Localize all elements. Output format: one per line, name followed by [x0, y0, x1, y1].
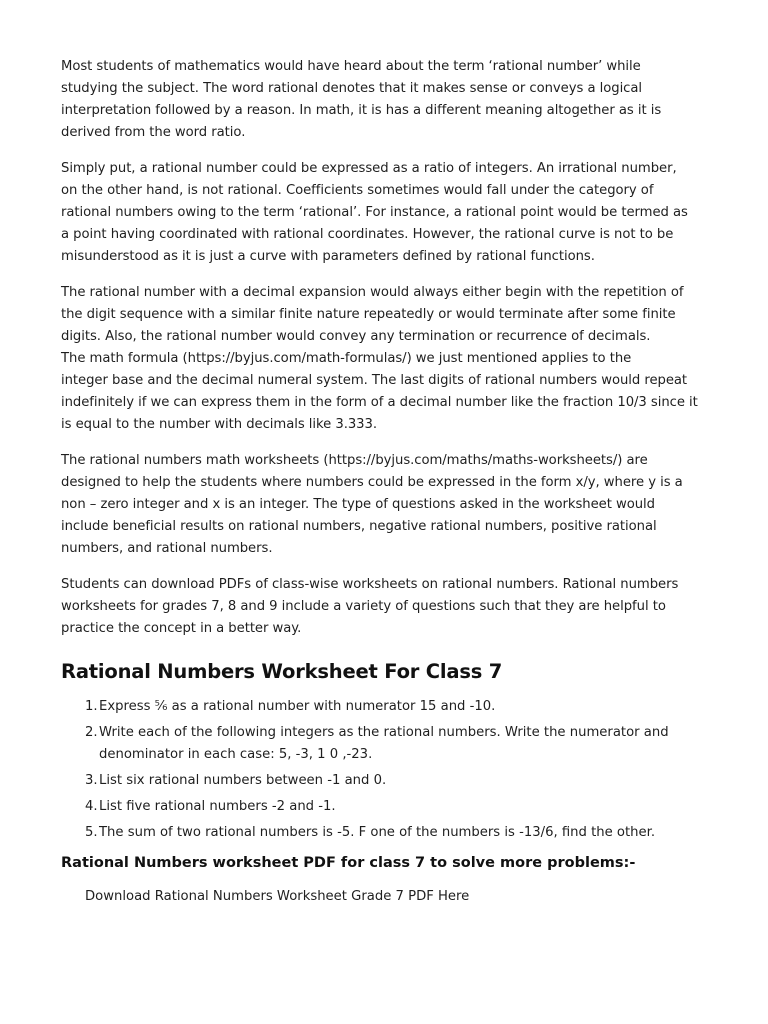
download-pdf-link[interactable]: Download Rational Numbers Worksheet Grade 7 PDF Here	[85, 889, 470, 904]
question-item	[99, 770, 707, 792]
text-line: interpretation followed by a reason. In math, it is has a different meaning altogether as it is	[61, 103, 662, 118]
text-line: Simply put, a rational number could be expressed as a ratio of integers. An irrational number,	[61, 161, 677, 176]
paragraph	[61, 574, 707, 640]
text-line: rational numbers owing to the term ‘rational’. For instance, a rational point would be termed as	[61, 205, 688, 220]
paragraph	[61, 158, 707, 268]
question-item	[99, 722, 707, 766]
question-text: Express ⅚ as a rational number with numerator 15 and -10.	[99, 699, 496, 714]
text-line: the digit sequence with a similar finite nature repeatedly or would terminate after some finite	[61, 307, 676, 322]
text-line: designed to help the students where numbers could be expressed in the form x/y, where y is a	[61, 475, 683, 490]
text-line: derived from the word ratio.	[61, 125, 246, 140]
question-text: denominator in each case: 5, -3, 1 0 ,-23.	[99, 747, 373, 762]
text-line: studying the subject. The word rational denotes that it makes sense or conveys a logical	[61, 81, 643, 96]
text-line: indefinitely if we can express them in the form of a decimal number like the fraction 10/3 since it	[61, 395, 698, 410]
text-line: practice the concept in a better way.	[61, 621, 302, 636]
text-line: Most students of mathematics would have heard about the term ‘rational number’ while	[61, 59, 641, 74]
paragraph	[61, 282, 707, 436]
question-text: List six rational numbers between -1 and 0.	[99, 773, 387, 788]
text-line: The rational number with a decimal expansion would always either begin with the repetition of	[61, 285, 684, 300]
paragraph	[61, 450, 707, 560]
text-line: include beneficial results on rational numbers, negative rational numbers, positive rational	[61, 519, 657, 534]
text-line: on the other hand, is not rational. Coefficients sometimes would fall under the category of	[61, 183, 654, 198]
intro-text	[61, 56, 707, 640]
text-line: worksheets for grades 7, 8 and 9 include a variety of questions such that they are helpful to	[61, 599, 666, 614]
text-line: numbers, and rational numbers.	[61, 541, 273, 556]
question-text: The sum of two rational numbers is -5. F one of the numbers is -13/6, find the other.	[99, 825, 656, 840]
question-item	[99, 822, 707, 844]
text-line: integer base and the decimal numeral system. The last digits of rational numbers would repeat	[61, 373, 688, 388]
pdf-sub-heading: Rational Numbers worksheet PDF for class 7 to solve more problems:-	[61, 855, 636, 871]
question-list	[61, 696, 707, 844]
text-line: Students can download PDFs of class-wise worksheets on rational numbers. Rational numbers	[61, 577, 679, 592]
question-text: Write each of the following integers as the rational numbers. Write the numerator and	[99, 725, 669, 740]
text-line: digits. Also, the rational number would convey any termination or recurrence of decimals.	[61, 329, 651, 344]
text-line: a point having coordinated with rational coordinates. However, the rational curve is not to be	[61, 227, 674, 242]
text-line: non – zero integer and x is an integer. The type of questions asked in the worksheet would	[61, 497, 655, 512]
question-item	[99, 796, 707, 818]
section-heading: Rational Numbers Worksheet For Class 7	[61, 660, 503, 683]
question-text: List five rational numbers -2 and -1.	[99, 799, 336, 814]
text-line: The rational numbers math worksheets (https://byjus.com/maths/maths-worksheets/) are	[61, 453, 648, 468]
text-line: The math formula (https://byjus.com/math-formulas/) we just mentioned applies to the	[61, 351, 632, 366]
text-line: misunderstood as it is just a curve with parameters defined by rational functions.	[61, 249, 595, 264]
question-item	[99, 696, 707, 718]
text-line: is equal to the number with decimals like 3.333.	[61, 417, 377, 432]
paragraph	[61, 56, 707, 144]
